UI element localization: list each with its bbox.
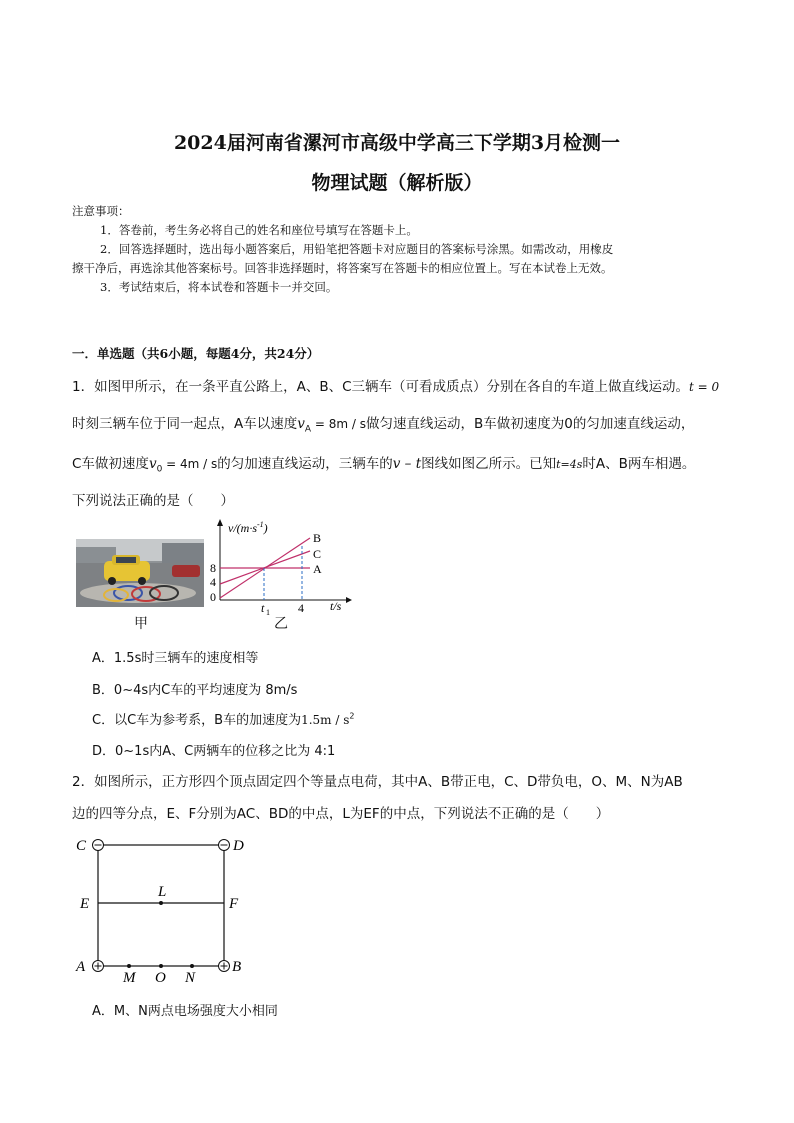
q1-text: 做匀速直线运动，B车做初速度为0的匀加速直线运动， <box>366 416 695 432</box>
charge-c-negative <box>93 840 104 851</box>
label-a: A <box>313 562 322 576</box>
notice-heading: 注意事项： <box>72 204 130 218</box>
charge-square-figure <box>72 832 262 988</box>
q1-text: 时A、B两车相遇。 <box>582 456 696 472</box>
q1-v0: v <box>148 456 157 472</box>
q2-option-a[interactable]: A．M、N两点电场强度大小相同 <box>92 1004 278 1019</box>
tick-x-t1-sub: 1 <box>266 608 270 617</box>
label-b: B <box>232 959 242 975</box>
q1-va: v <box>297 416 305 432</box>
tick-x-t1: t <box>261 601 265 615</box>
q1-line-3 <box>72 452 695 475</box>
label-f: F <box>229 896 239 912</box>
q2-line-1: 2．如图所示，正方形四个顶点固定四个等量点电荷，其中A、B带正电，C、D带负电，O、M、N为AB <box>72 774 683 790</box>
figure-caption-yi: 乙 <box>274 616 288 632</box>
notice-item-1: 1．答卷前，考生务必将自己的姓名和座位号填写在答题卡上。 <box>100 223 418 237</box>
q1-va-sub: A <box>304 424 312 435</box>
q1-v0-sub: 0 <box>156 464 163 475</box>
x-axis-arrow <box>346 597 352 603</box>
label-c: C <box>76 838 87 854</box>
q1-t4: t=4s <box>556 458 583 471</box>
vt-graph <box>206 518 354 618</box>
y-axis-label <box>228 520 268 535</box>
q1-va-value: = 8m / s <box>311 417 366 431</box>
exam-subtitle: 物理试题（解析版） <box>311 172 483 194</box>
point-n <box>190 964 194 968</box>
y-axis-arrow <box>217 519 223 526</box>
label-o: O <box>155 970 166 986</box>
q1-text: C车做初速度 <box>72 456 149 472</box>
notice-item-2a: 2．回答选择题时，选出每小题答案后，用铅笔把答题卡对应题目的答案标号涂黑。如需改动，用橡皮 <box>100 242 614 256</box>
q1-option-a[interactable]: A．1.5s时三辆车的速度相等 <box>92 651 259 666</box>
q1-text: 1．如图甲所示，在一条平直公路上，A、B、C三辆车（可看成质点）分别在各自的车道上做直线运动。 <box>72 379 690 395</box>
label-b: B <box>313 531 322 545</box>
q1-option-c-text: C．以C车为参考系，B车的加速度为 <box>92 713 302 728</box>
label-l: L <box>158 884 167 900</box>
q2-line-2: 边的四等分点，E、F分别为AC、BD的中点，L为EF的中点，下列说法不正确的是（ ） <box>72 806 610 822</box>
label-a: A <box>76 959 86 975</box>
point-l <box>159 901 163 905</box>
q1-option-c-exp: 2 <box>349 711 355 721</box>
q1-option-b[interactable]: B．0~4s内C车的平均速度为 8m/s <box>92 683 298 698</box>
q1-option-d[interactable]: D．0~1s内A、C两辆车的位移之比为 4:1 <box>92 744 336 759</box>
exam-title: 2024届河南省漯河市高级中学高三下学期3月检测一 <box>173 132 621 154</box>
section-heading: 一．单选题（共6小题，每题4分，共24分） <box>72 346 320 361</box>
y-axis-label-text: v/(m·s <box>228 521 257 535</box>
tick-y-0: 0 <box>210 590 216 604</box>
charge-d-negative <box>219 840 230 851</box>
y-axis-label-close: ) <box>263 521 268 535</box>
q1-vt: v – t <box>392 456 422 472</box>
label-e: E <box>80 896 90 912</box>
square-outline <box>98 845 224 966</box>
q1-option-c[interactable] <box>92 709 354 728</box>
charge-a-positive <box>93 961 104 972</box>
charge-b-positive <box>219 961 230 972</box>
q1-line-2 <box>72 412 694 435</box>
label-c: C <box>313 547 322 561</box>
label-n: N <box>185 970 196 986</box>
q1-line-4: 下列说法正确的是（ ） <box>72 493 234 509</box>
figure-caption-jia: 甲 <box>134 616 148 632</box>
q1-line-1 <box>72 375 719 395</box>
q1-text: 时刻三辆车位于同一起点，A车以速度 <box>72 416 298 432</box>
notice-item-3: 3．考试结束后，将本试卷和答题卡一并交回。 <box>100 280 338 294</box>
q1-option-c-unit: 1.5m / s <box>301 713 350 727</box>
label-m: M <box>123 970 136 986</box>
q1-t0: t = 0 <box>689 380 720 394</box>
label-d: D <box>233 838 244 854</box>
point-m <box>127 964 131 968</box>
tick-x-4: 4 <box>298 601 304 615</box>
x-axis-label: t/s <box>330 599 342 613</box>
taxi-scene-illustration <box>76 539 204 607</box>
tick-y-4: 4 <box>210 575 216 589</box>
q1-v0-value: = 4m / s <box>162 457 218 471</box>
q1-text: 图线如图乙所示。已知 <box>421 456 557 472</box>
point-o <box>159 964 163 968</box>
q1-text: 的匀加速直线运动，三辆车的 <box>217 456 393 472</box>
street-photo <box>76 539 204 607</box>
y-axis-label-exp: -1 <box>257 520 264 529</box>
tick-y-8: 8 <box>210 561 216 575</box>
notice-item-2b: 擦干净后，再选涂其他答案标号。回答非选择题时，将答案写在答题卡的相应位置上。写在本试卷上无效。 <box>72 261 613 275</box>
